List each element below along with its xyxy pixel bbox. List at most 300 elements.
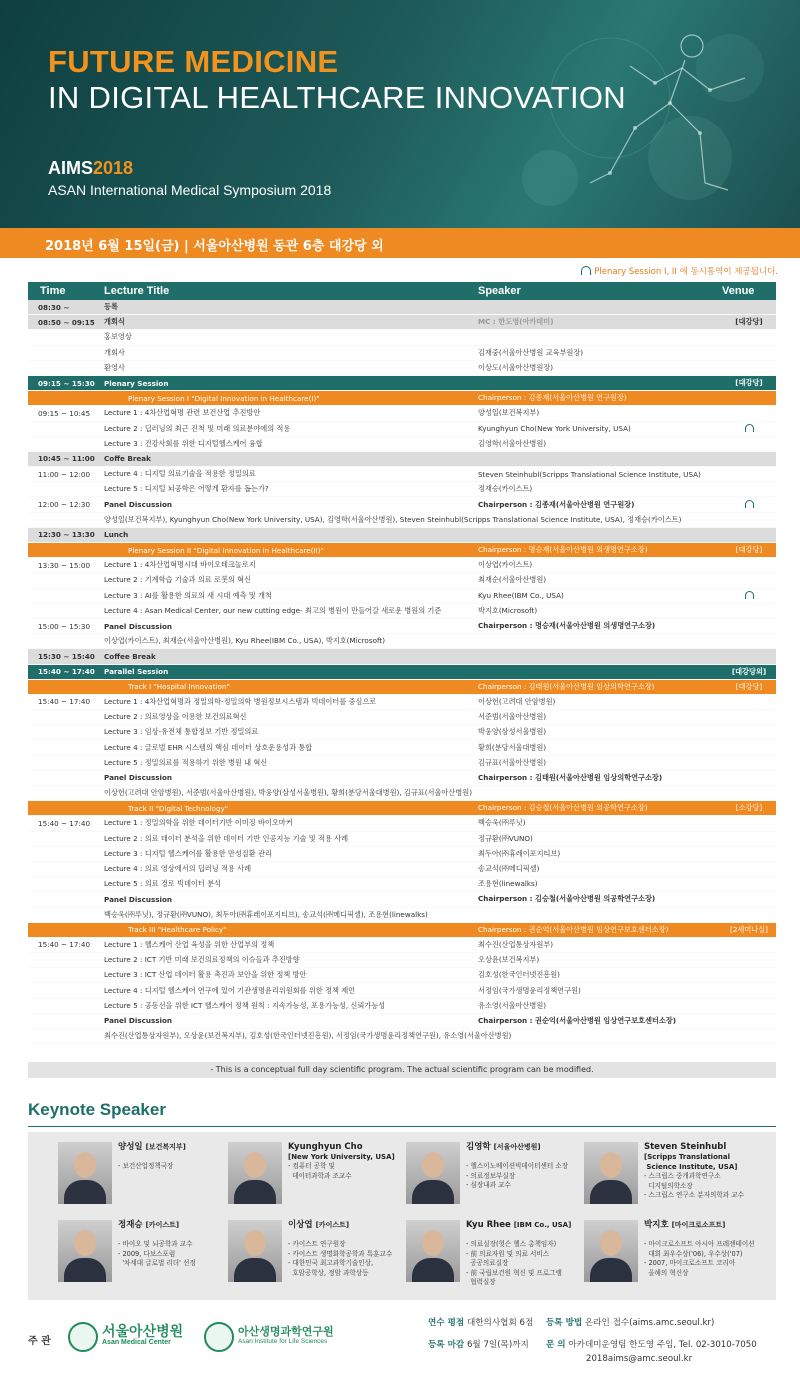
row-title-text: Coffe Break (104, 454, 151, 464)
row-title-text: Lecture 5 : 정밀의료를 적용하기 위한 병원 내 혁신 (104, 757, 268, 767)
row-speaker: 김규표(서울아산병원) (478, 757, 547, 767)
column-header-venue: Venue (722, 285, 755, 297)
row-title (104, 879, 478, 889)
speaker-photo (58, 1220, 112, 1282)
footer (0, 1308, 800, 1382)
speaker-photo (58, 1142, 112, 1204)
row-title-text: Plenary Session II "Digital Innovation in Healthcare(II)" (128, 545, 324, 555)
speaker-description: - 의료실장(헛슨 헬스 총책임자) - 前 의료자원 및 의료 서비스 공공의료실장 - 前 국립보건원 혁신 및 프로그램 협력실장 (466, 1240, 562, 1287)
speaker-affiliation: [마이크로소프트] (671, 1221, 726, 1229)
speaker-name: 김영학 (466, 1142, 491, 1152)
row-speaker: Kyu Rhee(IBM Co., USA) (478, 591, 564, 601)
row-title (104, 546, 478, 555)
row-title-text: Track III "Healthcare Policy" (128, 925, 227, 935)
speaker-name-block (288, 1220, 349, 1230)
schedule-row (28, 422, 776, 437)
row-speaker: 이상헌(고려대 안암병원) (478, 696, 556, 706)
row-speaker: 오상윤(보건복지부) (478, 955, 540, 965)
row-speaker: Chairperson : 김승철(서울아산병원 의공학연구소장) (478, 894, 656, 904)
row-title-text: Lecture 3 : 건강사회를 위한 디지털헬스케어 융합 (104, 438, 263, 448)
logo1-korean: 서울아산병원 (102, 1324, 184, 1340)
row-speaker: Chairperson : 김태원(서울아산병원 임상의학연구소장) (478, 681, 655, 691)
speaker-name-block (644, 1220, 725, 1230)
schedule-row (28, 649, 776, 664)
schedule-row (28, 877, 776, 892)
column-header-title: Lecture Title (104, 285, 170, 297)
row-title-text: Panel Discussion (104, 500, 173, 510)
row-title (104, 363, 478, 373)
row-title (104, 439, 478, 449)
row-title-text: 개회사 (104, 347, 125, 357)
row-title (104, 697, 478, 707)
speaker-description: - 카이스트 연구원장 - 카이스트 생명화학공학과 특훈교수 - 대한민국 최고과학기술인상, 호암공학상, 정암 과학상등 (288, 1240, 393, 1277)
speaker-photo-body (64, 1258, 106, 1282)
title-line-1: FUTURE MEDICINE (48, 44, 339, 79)
column-header-speaker: Speaker (478, 285, 521, 297)
row-venue: [소강당] (735, 803, 763, 813)
row-venue: [대강당외] (731, 666, 767, 676)
speaker-affiliation: [보건복지부] (145, 1143, 186, 1151)
row-title (104, 348, 478, 358)
speaker-photo-head (244, 1230, 266, 1256)
row-speaker: Chairperson : 김종재(서울아산병원 연구원장) (478, 393, 627, 403)
row-title (104, 652, 478, 661)
row-time: 15:30 ~ 15:40 (38, 651, 95, 661)
logo2-korean: 아산생명과학연구원 (238, 1325, 334, 1338)
row-title-text: 홍보영상 (104, 332, 132, 342)
row-title-text: Lecture 4 : 디지털 의료기술을 적용한 정밀의료 (104, 469, 256, 479)
row-speaker: 유소영(서울아산병원) (478, 1000, 547, 1010)
row-time: 09:15 ~ 10:45 (38, 408, 91, 418)
row-venue (722, 591, 776, 601)
organizer-label: 주 관 (28, 1336, 51, 1347)
speaker-name-block (118, 1142, 186, 1152)
row-title (104, 773, 478, 782)
row-time: 15:40 ~ 17:40 (38, 667, 95, 677)
row-speaker: 이상도(서울아산병원장) (478, 362, 554, 372)
row-title (104, 818, 478, 828)
row-speaker: 이상엽(카이스트) (478, 560, 533, 570)
schedule-row (28, 528, 776, 543)
row-title (104, 743, 478, 753)
row-title-text: Lecture 1 : 4차산업혁명 관련 보건산업 추진방안 (104, 408, 261, 418)
speaker-photo-body (234, 1258, 276, 1282)
row-title (104, 379, 478, 388)
speaker-card (400, 1216, 578, 1294)
row-time: 11:00 ~ 12:00 (38, 469, 91, 479)
row-title-text: Lecture 1 : 4차산업혁명과 정밀의학-정밀의학 병원정보시스템과 빅데이터를 중심으로 (104, 696, 377, 706)
speaker-description: - 바이오 및 뇌공학과 교수 - 2009, 다보스포럼 '차세대 글로벌 리더' 선정 (118, 1240, 196, 1268)
row-title-text: Panel Discussion (104, 773, 173, 783)
logo1-english: Asan Medical Center (102, 1339, 171, 1346)
speaker-description: - 헬스이노베이션빅데이터센터 소장 - 의료정보부실장 - 심장내과 교수 (466, 1162, 569, 1190)
row-title-text: Plenary Session (104, 378, 169, 388)
simultaneous-interpretation-note (581, 265, 778, 277)
schedule-row (28, 573, 776, 588)
row-time: 09:15 ~ 15:30 (38, 378, 95, 388)
schedule-row (28, 908, 776, 923)
speaker-photo-head (422, 1230, 444, 1256)
schedule-row (28, 543, 776, 558)
row-time: 10:45 ~ 11:00 (38, 454, 95, 464)
row-speaker: Chairperson : 권순억(서울아산병원 임상연구보호센터소장) (478, 924, 669, 934)
row-speaker: Kyunghyun Cho(New York University, USA) (478, 424, 631, 434)
row-venue: [대강당] (735, 378, 763, 388)
row-title-text: Plenary Session I "Digital Innovation in Healthcare(I)" (128, 393, 320, 403)
row-title-text: Panel Discussion (104, 1016, 173, 1026)
row-title (104, 591, 478, 601)
row-title (104, 560, 478, 570)
speaker-photo (228, 1220, 282, 1282)
speaker-description: - 컴퓨터 공학 및 데이터과학과 조교수 (288, 1162, 352, 1180)
row-title (104, 424, 478, 434)
keynote-speakers-panel (28, 1132, 776, 1300)
schedule-row (28, 361, 776, 376)
schedule-row (28, 330, 776, 345)
schedule-row (28, 558, 776, 573)
row-title-text: Lecture 4 : 글로벌 EHR 시스템의 핵심 데이터 상호운용성과 통합 (104, 742, 313, 752)
row-speaker: 정재승(카이스트) (478, 484, 533, 494)
schedule-table (28, 282, 776, 1044)
speaker-photo-body (234, 1180, 276, 1204)
speaker-card (52, 1216, 230, 1294)
speaker-description: - 마이크로소프트 아시아 프레젠테이션 대회 최우수상('06), 우수상('07) - 2007, 마이크로소프트 코리아 올해의 혁신상 (644, 1240, 755, 1277)
headset-icon (745, 591, 754, 599)
row-title-text: Lecture 4 : Asan Medical Center, our new cutting edge- 최고의 병원이 만들어갈 새로운 병원의 기준 (104, 605, 442, 615)
row-speaker: 송교석(㈜메디픽셀) (478, 864, 540, 874)
schedule-row (28, 467, 776, 482)
row-title (104, 667, 478, 676)
schedule-row (28, 634, 776, 649)
row-title-text: Lecture 2 : 의료영상을 이용한 보건의료혁신 (104, 712, 247, 722)
row-title (104, 454, 478, 463)
registration-label: 등록 방법 (546, 1318, 583, 1328)
speaker-name: Steven Steinhubl (644, 1142, 727, 1152)
row-speaker: 최재순(서울아산병원) (478, 575, 547, 585)
row-title (104, 1016, 478, 1025)
speaker-affiliation: [서울아산병원] (493, 1143, 541, 1151)
row-time: 12:00 ~ 12:30 (38, 500, 91, 510)
schedule-row (28, 786, 776, 801)
deadline-info (428, 1338, 529, 1350)
speaker-affiliation: [카이스트] (315, 1221, 350, 1229)
row-title-text: Lecture 4 : 디지털 헬스케어 연구에 있어 기관생명윤리위원회를 위한 정책 제언 (104, 985, 356, 995)
speaker-card (222, 1138, 400, 1216)
speaker-name: 박지호 (644, 1220, 669, 1230)
schedule-row (28, 710, 776, 725)
event-year: 2018 (93, 158, 134, 178)
simul-note-text: Plenary Session I, II 에 동시통역이 제공됩니다. (594, 267, 778, 277)
headset-icon (581, 266, 591, 275)
row-title (104, 317, 478, 327)
row-title (104, 986, 478, 996)
row-time: 08:50 ~ 09:15 (38, 317, 95, 327)
row-time: 15:40 ~ 17:40 (38, 818, 91, 828)
row-speaker: Chairperson : 권순억(서울아산병원 임상연구보호센터소장) (478, 1015, 677, 1025)
row-title (104, 469, 478, 479)
row-speaker: Chairperson : 명승재(서울아산병원 의생명연구소장) (478, 545, 648, 555)
schedule-row (28, 680, 776, 695)
row-speaker: 김호성(한국인터넷진흥원) (478, 970, 560, 980)
row-speaker: 조용현(linewalks) (478, 879, 538, 889)
row-title (104, 955, 478, 965)
program-note: - This is a conceptual full day scientific program. The actual scientific program can be modified. (28, 1062, 776, 1078)
schedule-row (28, 513, 776, 528)
schedule-row (28, 938, 776, 953)
row-title-text: Lecture 3 : AI를 활용한 의료의 새 시대 예측 및 개척 (104, 590, 272, 600)
event-subtitle: ASAN International Medical Symposium 2018 (48, 182, 332, 198)
row-speaker: 박웅양(삼성서울병원) (478, 727, 547, 737)
speaker-description: - 스크립스 중개과학연구소 디지털의학소장 - 스크립스 연구소 분자의학과 교수 (644, 1172, 744, 1200)
row-title (104, 895, 478, 904)
row-title-text: Lecture 5 : 공동선을 위한 ICT 헬스케어 정책 원칙 : 지속가능성, 포용가능성, 신뢰가능성 (104, 1000, 386, 1010)
row-venue: [대강당] (735, 681, 763, 691)
row-time: 15:40 ~ 17:40 (38, 697, 91, 707)
row-title-text: 개회식 (104, 317, 125, 327)
deadline-label: 등록 마감 (428, 1340, 465, 1350)
row-title (104, 849, 478, 859)
schedule-row (28, 695, 776, 710)
row-venue: [대강당] (735, 317, 763, 327)
row-title (104, 1031, 776, 1041)
schedule-row (28, 665, 776, 680)
row-title (104, 1001, 478, 1011)
row-title-text: 환영사 (104, 362, 125, 372)
schedule-row (28, 452, 776, 467)
headset-icon (745, 500, 754, 508)
row-title (104, 940, 478, 950)
event-name (48, 158, 133, 179)
row-venue (722, 500, 776, 510)
registration-value: 온라인 접수(aims.amc.seoul.kr) (584, 1318, 715, 1328)
logo2-english: Asan Institute for Life Sciences (238, 1338, 328, 1345)
row-title-text: Lecture 5 : 의료 경로 빅데이터 분석 (104, 879, 221, 889)
schedule-row (28, 725, 776, 740)
speaker-card (400, 1138, 578, 1216)
row-time: 15:40 ~ 17:40 (38, 940, 91, 950)
row-speaker: Chairperson : 김승철(서울아산병원 의공학연구소장) (478, 803, 648, 813)
row-title-text: Lunch (104, 530, 129, 540)
schedule-row (28, 953, 776, 968)
speaker-photo-body (64, 1180, 106, 1204)
row-speaker: 김영학(서울아산병원) (478, 438, 547, 448)
row-title-text: Lecture 2 : ICT 기반 미래 보건의료정책의 이슈들과 추진방향 (104, 955, 300, 965)
row-title (104, 622, 478, 631)
speaker-card (52, 1138, 230, 1216)
speaker-photo-body (412, 1258, 454, 1282)
schedule-row (28, 983, 776, 998)
row-speaker: 최두아(㈜휴레이포지티브) (478, 848, 561, 858)
schedule-row (28, 1014, 776, 1029)
schedule-row (28, 1029, 776, 1044)
row-title (104, 500, 478, 509)
row-title-text: Lecture 1 : 4차산업혁명시대 바이오테크놀로지 (104, 560, 256, 570)
row-title-text: Lecture 1 : 정밀의학을 위한 데이터기반 이미징 바이오마커 (104, 818, 293, 828)
speaker-affiliation: [New York University, USA] (288, 1153, 395, 1161)
keynote-title: Keynote Speaker (28, 1100, 166, 1119)
event-name-prefix: AIMS (48, 158, 93, 178)
row-title (104, 408, 478, 418)
row-time: 13:30 ~ 15:00 (38, 560, 91, 570)
row-title-text: Lecture 3 : 임상-유전체 통합정보 기반 정밀의료 (104, 727, 259, 737)
schedule-row (28, 482, 776, 497)
speaker-name-block (644, 1142, 756, 1172)
row-title (104, 758, 478, 768)
speaker-name-block (288, 1142, 400, 1162)
credit-info (428, 1316, 533, 1328)
schedule-row (28, 604, 776, 619)
schedule-row (28, 999, 776, 1014)
schedule-row (28, 391, 776, 406)
speaker-card (222, 1216, 400, 1294)
schedule-row (28, 771, 776, 786)
row-title-text: 이상헌(고려대 안암병원), 서준범(서울아산병원), 박웅양(삼성서울병원), 황희(분당서울대병원), 김규표(서울아산병원) (104, 788, 472, 798)
row-speaker: 정규환(㈜VUNO) (478, 833, 533, 843)
asan-medical-center-logo-icon (68, 1322, 98, 1352)
speaker-photo-body (590, 1258, 632, 1282)
row-title-text: Track I "Hospital Innovation" (128, 682, 230, 692)
row-speaker: 박지호(Microsoft) (478, 605, 538, 615)
schedule-row (28, 346, 776, 361)
registration-info (546, 1316, 714, 1328)
header-banner (0, 0, 800, 228)
schedule-row (28, 437, 776, 452)
row-time: 12:30 ~ 13:30 (38, 530, 95, 540)
row-title (104, 484, 478, 494)
row-venue (722, 424, 776, 434)
speaker-name: 이상엽 (288, 1220, 313, 1230)
row-speaker: 양성일(보건복지부) (478, 408, 540, 418)
speaker-photo-head (600, 1152, 622, 1178)
row-title (104, 332, 478, 342)
row-time: 15:00 ~ 15:30 (38, 621, 91, 631)
row-speaker: Steven Steinhubl(Scripps Translational Science Institute, USA) (478, 469, 701, 479)
asan-institute-logo-icon (204, 1322, 234, 1352)
row-title-text: 최수진(산업통상자원부), 오상윤(보건복지부), 김호성(한국인터넷진흥원), 서정임(국가생명윤리정책연구원), 유소영(서울아산병원) (104, 1031, 512, 1041)
speaker-card (578, 1138, 756, 1216)
row-title (104, 727, 478, 737)
row-title (104, 530, 478, 539)
credit-value: 대한의사협회 6점 (466, 1318, 534, 1328)
row-title-text: 백승욱(㈜루닛), 정규환(㈜VUNO), 최두아(㈜휴레이포지티브), 송교석(㈜메디픽셀), 조용현(linewalks) (104, 909, 428, 919)
row-speaker: 서정임(국가생명윤리정책연구원) (478, 985, 581, 995)
schedule-body (28, 300, 776, 1044)
row-title (104, 834, 478, 844)
row-title (104, 910, 776, 920)
row-speaker: 황희(분당서울대병원) (478, 742, 547, 752)
column-header-time: Time (40, 285, 66, 297)
schedule-row (28, 740, 776, 755)
row-title-text: Lecture 3 : ICT 산업 데이터 활용 촉진과 보안을 위한 정책 방안 (104, 970, 307, 980)
speaker-description: - 보건산업정책국장 (118, 1162, 174, 1170)
row-title-text: Lecture 4 : 의료 영상에서의 딥러닝 적용 사례 (104, 864, 252, 874)
row-speaker: 백승욱(㈜루닛) (478, 818, 526, 828)
schedule-row (28, 862, 776, 877)
contact-label: 문 의 (546, 1340, 566, 1350)
row-venue: [대강당] (735, 545, 763, 555)
row-speaker: 최수진(산업통상자원부) (478, 939, 554, 949)
speaker-name: 양성일 (118, 1142, 143, 1152)
contact-value: 아카데미운영팀 한도영 주임, Tel. 02-3010-7050 (568, 1340, 757, 1350)
speaker-photo (228, 1142, 282, 1204)
date-location-text: 2018년 6월 15일(금) | 서울아산병원 동관 6층 대강당 외 (45, 239, 384, 254)
schedule-row (28, 376, 776, 391)
row-title (104, 970, 478, 980)
row-title-text: Lecture 5 : 디지털 뇌공학은 어떻게 환자를 돕는가? (104, 484, 269, 494)
speaker-photo-head (74, 1230, 96, 1256)
row-title (104, 515, 776, 525)
row-title-text: Panel Discussion (104, 894, 173, 904)
speaker-photo-head (74, 1152, 96, 1178)
row-title-text: Lecture 3 : 디지털 헬스케어를 활용한 만성질환 관리 (104, 848, 272, 858)
speaker-photo-head (600, 1230, 622, 1256)
speaker-name-block (466, 1142, 541, 1152)
schedule-row (28, 968, 776, 983)
row-speaker: Chairperson : 명승재(서울아산병원 의생명연구소장) (478, 621, 656, 631)
speaker-photo (406, 1142, 460, 1204)
schedule-row (28, 816, 776, 831)
date-location-band (0, 228, 800, 258)
schedule-row (28, 406, 776, 421)
row-title (104, 925, 478, 934)
row-title (104, 682, 478, 691)
row-title (104, 804, 478, 813)
row-title-text: Lecture 2 : 딥러닝의 최근 진척 및 미래 의료분야에의 적용 (104, 423, 291, 433)
keynote-divider (28, 1126, 776, 1127)
row-title-text: Lecture 2 : 의료 데이터 분석을 위한 데이터 기반 인공지능 기술 및 적용 사례 (104, 833, 349, 843)
contact-info (546, 1338, 757, 1350)
row-title-text: 등록 (104, 302, 118, 312)
schedule-row (28, 756, 776, 771)
row-title (104, 394, 478, 403)
headset-icon (745, 424, 754, 432)
schedule-row (28, 847, 776, 862)
speaker-photo-body (590, 1180, 632, 1204)
contact-email[interactable]: 2018aims@amc.seoul.kr (586, 1354, 693, 1364)
row-speaker: Chairperson : 김태원(서울아산병원 임상의학연구소장) (478, 772, 663, 782)
row-title (104, 302, 478, 312)
schedule-row (28, 315, 776, 330)
speaker-name-block (118, 1220, 179, 1230)
speaker-name-block (466, 1220, 571, 1230)
row-venue: [2세미나실] (730, 924, 768, 934)
row-title (104, 575, 478, 585)
row-title (104, 788, 776, 798)
schedule-row (28, 832, 776, 847)
speaker-photo (584, 1220, 638, 1282)
speaker-photo-body (412, 1180, 454, 1204)
speaker-name: Kyu Rhee (466, 1220, 511, 1230)
credit-label: 연수 평점 (428, 1318, 465, 1328)
title-line-2: IN DIGITAL HEALTHCARE INNOVATION (48, 80, 626, 115)
speaker-photo (406, 1220, 460, 1282)
speaker-name: Kyunghyun Cho (288, 1142, 363, 1152)
schedule-header-row (28, 282, 776, 300)
speaker-name: 정재승 (118, 1220, 143, 1230)
row-title-text: Coffee Break (104, 651, 156, 661)
schedule-row (28, 589, 776, 604)
row-title-text: Parallel Session (104, 667, 169, 677)
row-speaker: 서준범(서울아산병원) (478, 712, 547, 722)
speaker-photo-head (244, 1152, 266, 1178)
row-title-text: Track II "Digital Technology" (128, 803, 229, 813)
schedule-row (28, 801, 776, 816)
speaker-photo-head (422, 1152, 444, 1178)
row-speaker: MC : 한도영(아카데미) (478, 317, 554, 327)
speaker-affiliation: [카이스트] (145, 1221, 180, 1229)
speaker-affiliation: [Scripps Translational Science Institute, USA] (644, 1153, 738, 1171)
schedule-row (28, 892, 776, 907)
